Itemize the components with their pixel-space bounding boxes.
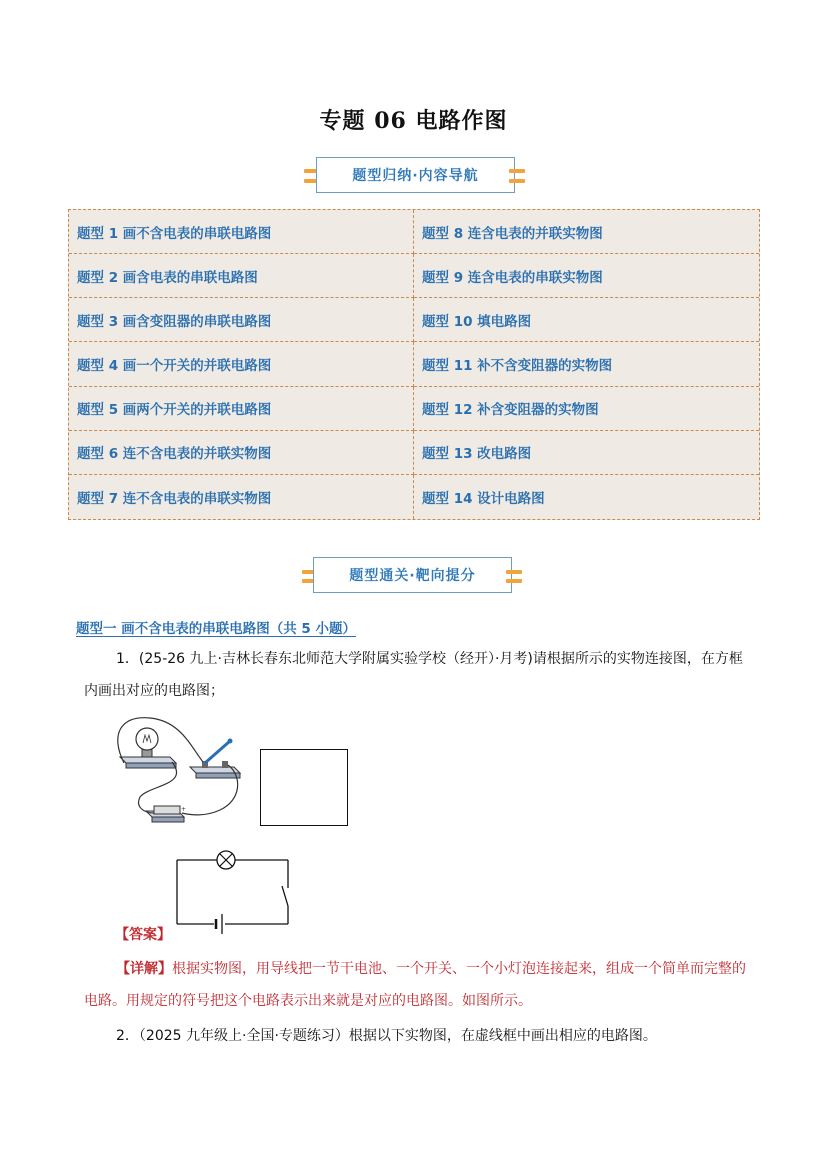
question-text: (25-26 九上·吉林长春东北师范大学附属实验学校（经开）·月考)请根据所示的实物连接图，在方框内画出对应的电路图； [84,651,743,699]
nav-item[interactable]: 题型 11 补不含变阻器的实物图 [414,342,759,386]
detail-label: 【详解】 [116,961,172,977]
nav-item[interactable]: 题型 14 设计电路图 [422,490,545,507]
svg-text:+: + [181,806,187,813]
practice-banner-label: 题型通关·靶向提分 [313,557,512,593]
question-1 [84,643,754,707]
nav-item[interactable]: 题型 13 改电路图 [414,431,759,475]
question-number: 2． [116,1028,139,1044]
section-title: 题型一 画不含电表的串联电路图（共 5 小题） [76,621,356,637]
page-title: 专题 06 电路作图 [319,108,508,134]
content-navigation [68,209,760,520]
nav-item[interactable]: 题型 10 填电路图 [414,298,759,342]
drawing-box[interactable] [260,749,348,826]
physical-circuit-illustration [110,715,250,835]
nav-item[interactable]: 题型 7 连不含电表的串联实物图 [69,475,414,519]
nav-item[interactable]: 题型 9 连含电表的串联实物图 [414,254,759,298]
nav-item[interactable]: 题型 4 画一个开关的并联电路图 [69,342,414,386]
banner-decoration [509,169,525,173]
explanation [84,953,754,1017]
answer-label: 【答案】 [115,927,171,943]
banner-decoration [509,179,525,183]
nav-banner-label: 题型归纳·内容导航 [316,157,515,193]
circuit-diagram [170,848,300,938]
nav-item[interactable]: 题型 8 连含电表的并联实物图 [414,210,759,254]
nav-item[interactable]: 题型 12 补含变阻器的实物图 [414,387,759,431]
nav-item[interactable]: 题型 5 画两个开关的并联电路图 [69,387,414,431]
question-number: 1． [116,651,139,667]
nav-item[interactable]: 题型 3 画含变阻器的串联电路图 [69,298,414,342]
practice-banner [313,557,513,593]
switch-icon [282,886,288,906]
detail-text: 根据实物图，用导线把一节干电池、一个开关、一个小灯泡连接起来，组成一个简单而完整的电路。用规定的符号把这个电路表示出来就是对应的电路图。如图所示。 [84,961,746,1009]
nav-item[interactable]: 题型 2 画含电表的串联电路图 [69,254,414,298]
question-2 [84,1020,754,1052]
question-text: （2025 九年级上·全国·专题练习）根据以下实物图，在虚线框中画出相应的电路图。 [138,1028,657,1044]
nav-item[interactable]: 题型 6 连不含电表的并联实物图 [69,431,414,475]
banner-decoration [506,579,522,583]
banner-decoration [506,570,522,574]
nav-banner [316,157,516,193]
nav-item[interactable]: 题型 1 画不含电表的串联电路图 [69,210,414,254]
